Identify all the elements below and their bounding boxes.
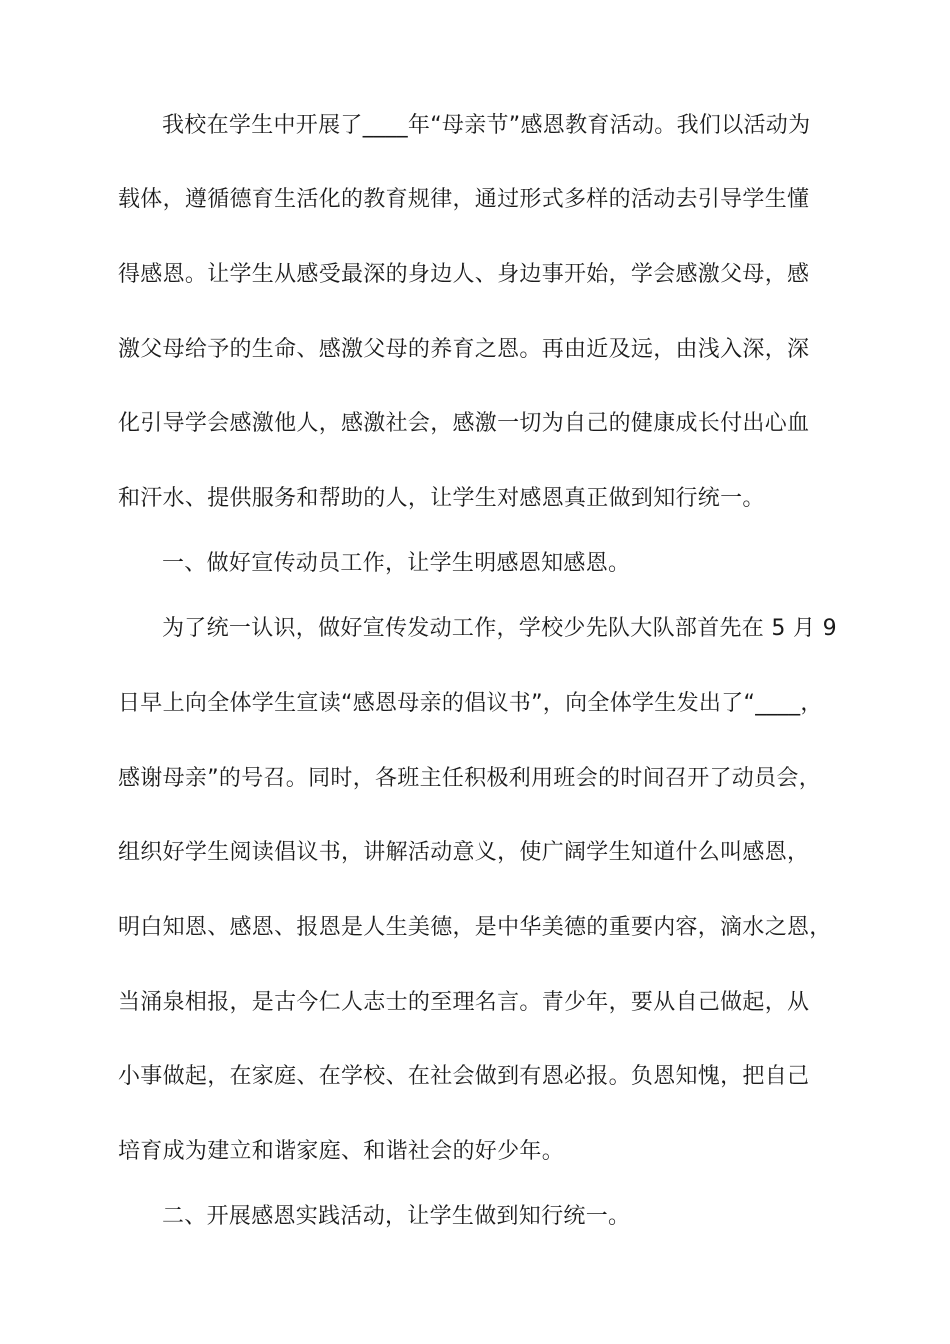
- paragraph-2-line-4: 组织好学生阅读倡议书，讲解活动意义，使广阔学生知道什么叫感恩，: [118, 840, 810, 865]
- paragraph-2-line-5: 明白知恩、感恩、报恩是人生美德，是中华美德的重要内容，滴水之恩，: [118, 915, 832, 940]
- paragraph-2-line-1: 为了统一认识，做好宣传发动工作，学校少先队大队部首先在 5 月 9: [162, 616, 837, 641]
- paragraph-2-line-2: 日早上向全体学生宣读“感恩母亲的倡议书”，向全体学生发出了“____，: [118, 691, 823, 716]
- paragraph-1-line-2: 载体，遵循德育生活化的教育规律，通过形式多样的活动去引导学生懂: [118, 187, 810, 212]
- paragraph-1-line-6: 和汗水、提供服务和帮助的人，让学生对感恩真正做到知行统一。: [118, 486, 765, 511]
- paragraph-2-line-7: 小事做起，在家庭、在学校、在社会做到有恩必报。负恩知愧，把自己: [118, 1064, 810, 1089]
- paragraph-2-line-8: 培育成为建立和谐家庭、和谐社会的好少年。: [118, 1139, 565, 1164]
- section-heading-1: 一、做好宣传动员工作，让学生明感恩知感恩。: [162, 551, 631, 576]
- paragraph-1-line-5: 化引导学会感激他人，感激社会，感激一切为自己的健康成长付出心血: [118, 411, 810, 436]
- paragraph-2-line-3: 感谢母亲”的号召。同时，各班主任积极利用班会的时间召开了动员会，: [118, 766, 821, 791]
- paragraph-2-line-6: 当涌泉相报，是古今仁人志士的至理名言。青少年，要从自己做起，从: [118, 990, 810, 1015]
- paragraph-1-line-3: 得感恩。让学生从感受最深的身边人、身边事开始，学会感激父母，感: [118, 262, 810, 287]
- paragraph-1-line-4: 激父母给予的生命、感激父母的养育之恩。再由近及远，由浅入深，深: [118, 337, 810, 362]
- paragraph-1-line-1: 我校在学生中开展了____年“母亲节”感恩教育活动。我们以活动为: [162, 113, 811, 138]
- section-heading-2: 二、开展感恩实践活动，让学生做到知行统一。: [162, 1204, 631, 1229]
